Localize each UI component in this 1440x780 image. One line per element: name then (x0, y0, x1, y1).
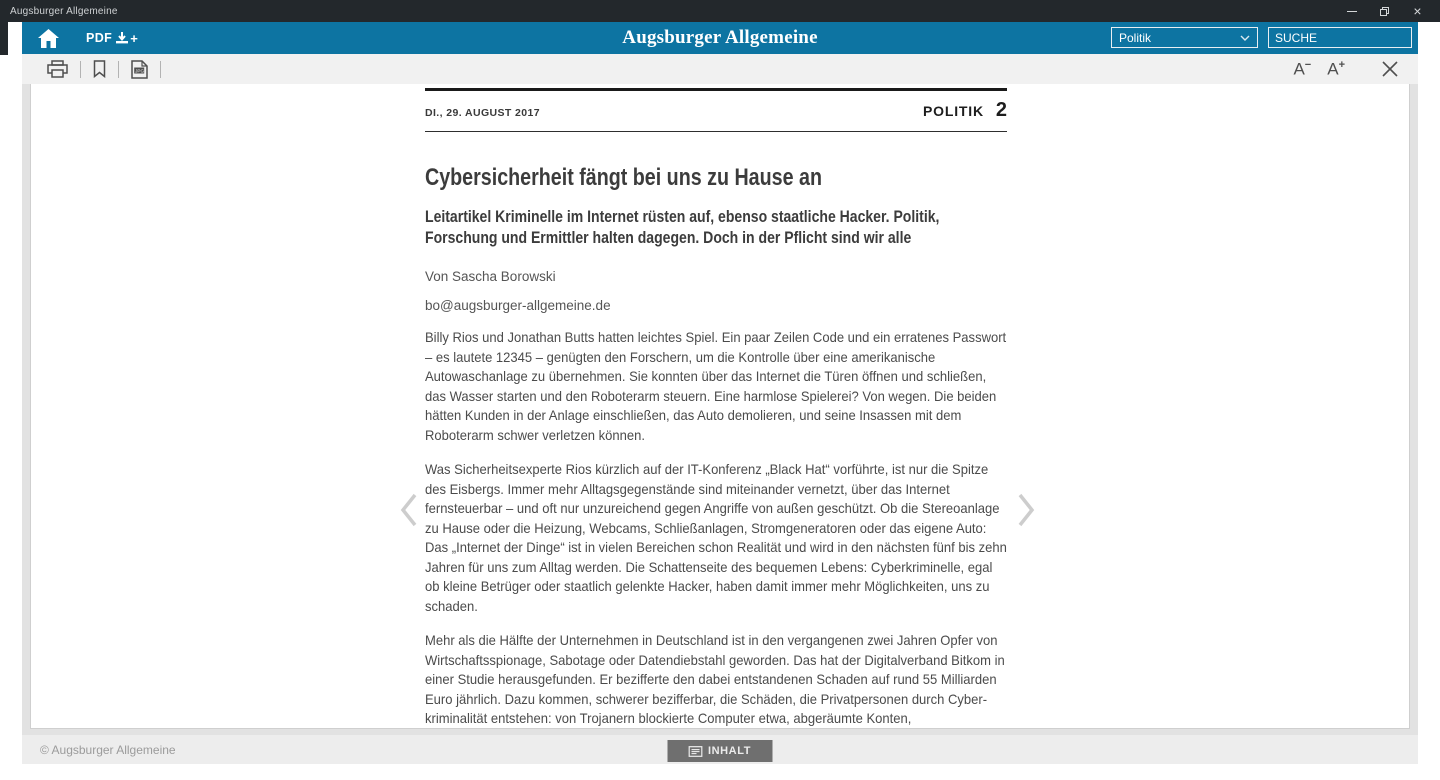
download-icon (116, 32, 128, 44)
chevron-left-icon (399, 492, 419, 528)
section-label: POLITIK (923, 103, 984, 119)
chevron-down-icon (1240, 35, 1250, 41)
jpg-file-label: JPG (135, 67, 145, 73)
pdf-download-button[interactable] (80, 22, 144, 54)
masthead-logo: Augsburger Allgemeine (622, 27, 818, 48)
window-controls (1335, 0, 1434, 22)
app-header (22, 22, 1418, 54)
next-article-button[interactable] (1013, 490, 1039, 530)
reader-footer (22, 735, 1418, 764)
restore-icon (1380, 7, 1389, 16)
window-title: Augsburger Allgemeine (10, 5, 118, 17)
bookmark-button[interactable] (81, 54, 118, 84)
window-titlebar (0, 0, 1440, 22)
pdf-label: PDF (86, 31, 113, 45)
jpg-file-icon (131, 60, 148, 79)
reader-main-region (22, 84, 1418, 735)
decrease-font-button[interactable]: A− (1293, 59, 1312, 79)
print-button[interactable] (35, 54, 80, 84)
page-header-row (425, 91, 1007, 132)
bookmark-icon (93, 60, 106, 78)
close-icon (1380, 59, 1400, 79)
article-paragraph: Billy Rios und Jonathan Butts hatten leichtes Spiel. Ein paar Zeilen Code und ein erratenes Passwort – es lautete 12345 – genügten den Forschern, um die Kontrolle über eine amerikanische Autowaschanlage zu übernehmen. Sie konnten über das Internet die Türen öffnen und schließen, das Wasser starten und den Roboterarm steuern. Eine harmlose Spielerei? Von wegen. Die beiden hätten Kunden in der Anlage einschließen, das Auto demolieren, und seine Insassen mit dem Roboterarm schwer verletzen können. (425, 329, 1007, 443)
article-paragraph: Was Sicherheitsexperte Rios kürzlich auf der IT-Konferenz „Black Hat“ vorführte, ist nur die Spitze des Eisbergs. Immer mehr Alltagsgegenstände sind miteinander vernetzt, über das Internet fernsteuerbar – und oft nur unzureichend gegen Angriffe von außen geschützt. Ob die Stereoanlage zu Hause oder die Heizung, Webcams, Schließanlagen, Stromgeneratoren oder das eigene Auto: Das „Internet der Dinge“ ist in vielen Bereichen schon Realität und wird in den nächsten fünf bis zehn Jahren für uns zum Alltag werden. Die Schattenseite des bequemen Lebens: Cyberkriminelle, egal ob kleine Betrüger oder staatlich gelenkte Hacker, haben damit immer mehr Möglichkeiten, uns zu schaden. (425, 461, 1007, 614)
previous-article-button[interactable] (396, 490, 422, 530)
restore-button[interactable] (1368, 0, 1401, 22)
article-page (30, 84, 1410, 729)
window-edge-shadow (0, 22, 8, 55)
home-icon (38, 29, 59, 48)
jpg-export-button[interactable] (119, 54, 160, 84)
search-box (1268, 27, 1412, 48)
contents-label: INHALT (707, 745, 752, 757)
increase-font-button[interactable]: A+ (1327, 59, 1345, 79)
section-dropdown-value: Politik (1119, 30, 1152, 45)
article-author: Von Sascha Borowski (425, 269, 556, 284)
article-author-email: bo@augsburger-allgemeine.de (425, 298, 611, 313)
chevron-right-icon (1016, 492, 1036, 528)
pdf-plus-label: + (130, 30, 138, 46)
article-subtitle: Leitartikel Kriminelle im Internet rüsten auf, ebenso staatliche Hacker. Politik, Forschung und Ermittler halten dagegen. Doch in der Pflicht sind wir alle (425, 208, 940, 247)
article-title: Cybersicherheit fängt bei uns zu Hause an (425, 164, 822, 191)
contents-button[interactable] (668, 740, 773, 762)
section-and-page (923, 99, 1007, 122)
issue-date: DI., 29. AUGUST 2017 (425, 107, 540, 119)
copyright-text: © Augsburger Allgemeine (40, 742, 176, 757)
print-icon (47, 60, 68, 78)
contents-icon (689, 746, 703, 757)
close-window-button[interactable] (1401, 0, 1434, 22)
reader-toolbar (22, 54, 1418, 84)
toolbar-right-group (1290, 54, 1418, 84)
search-button[interactable] (1436, 28, 1440, 47)
search-icon (1436, 30, 1440, 45)
toolbar-separator (160, 61, 161, 78)
toolbar-left-group (22, 54, 161, 84)
close-window-icon: × (1413, 3, 1422, 19)
home-button[interactable] (26, 22, 70, 54)
close-article-button[interactable] (1380, 59, 1400, 79)
search-input[interactable] (1269, 28, 1436, 47)
article-content (425, 84, 1007, 729)
article-paragraph: Mehr als die Hälfte der Unternehmen in Deutschland ist in den vergangenen zwei Jahren Opfer von Wirtschaftsspionage, Sabotage oder Datendiebstahl geworden. Das hat der Digitalverband Bitkom in einer Studie herausgefunden. Er bezifferte den dabei entstandenen Schaden auf rund 55 Milliarden Euro jährlich. Dazu kommen, schwerer bezifferbar, die Schäden, die Privatpersonen durch Cyber-kriminalität entstehen: von Trojanern blockierte Computer etwa, abgeräumte Konten, (425, 632, 1005, 726)
minimize-icon (1347, 11, 1357, 12)
section-dropdown[interactable] (1111, 27, 1258, 48)
minimize-button[interactable] (1335, 0, 1368, 22)
page-number: 2 (995, 99, 1007, 121)
